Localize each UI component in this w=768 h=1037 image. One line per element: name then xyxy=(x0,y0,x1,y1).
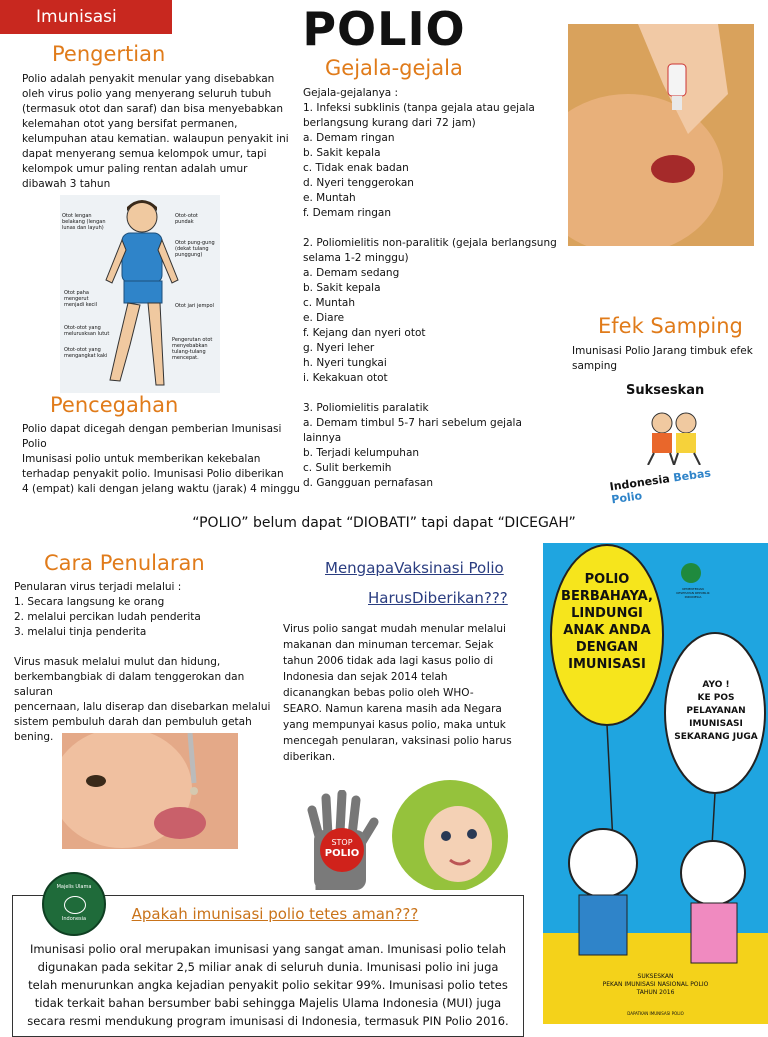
efek-text: Imunisasi Polio Jarang timbuk efek samping xyxy=(572,345,753,372)
polio-child-illustration: Otot lengan belakang (lengan lunas dan layuh) Otot-otot pundak Otot pung-gung (dekat tulang punggung) Otot paha mengerut menjadi kecil Otot jari jempol Otot-otot yang melurusksan lutut Otot-otot yang mengangkat kaki Pengerutan otot menyebabkan tulang-tulang mencepat. xyxy=(60,195,220,393)
mui-seal: Majelis Ulama Indonesia xyxy=(42,872,106,936)
mengapa-heading-2: HarusDiberikan??? xyxy=(368,589,508,607)
pin-polio-poster: POLIO BERBAHAYA, LINDUNGI ANAK ANDA DENGAN IMUNISASI AYO ! KE POS PELAYANAN IMUNISASI SEKARANG JUGA KEMENTERIAN KESEHATAN REPUBLIK INDONESIA SUKSESKAN PEKAN IMUNISASI NASIONAL POLIO TAHUN 2016 DAPATKAN IMUNISASI POLIO xyxy=(543,543,768,1024)
efek-heading: Efek Samping xyxy=(598,314,743,338)
pencegahan-text: Polio dapat dicegah dengan pemberian Imunisasi Polio Imunisasi polio untuk memberikan kekebalan terhadap penyakit polio. Imunisasi Polio diberikan 4 (empat) kali dengan jelang waktu (jarak) 4 minggu xyxy=(22,423,300,495)
baby-towel-photo xyxy=(388,778,509,890)
page-title: POLIO xyxy=(302,2,466,56)
pengertian-text: Polio adalah penyakit menular yang disebabkan oleh virus polio yang menyerang seluruh tubuh (termasuk otot dan saraf) dan bisa menyebabkan kelemahan otot yang bersifat permanen, kelumpuhan atau kematian. walaupun penyakit ini dapat menyerang semua kelompok umur, tapi kelompok umur paling rentan adalah umur dibawah 3 tahun xyxy=(22,73,289,190)
gejala-heading: Gejala-gejala xyxy=(325,56,463,80)
sukseskan-logo: Sukseskan Indonesia Bebas Polio xyxy=(608,383,712,507)
oral-vaccine-photo xyxy=(568,24,754,246)
penularan-list: Penularan virus terjadi melalui : 1. Secara langsung ke orang 2. melalui percikan ludah penderita 3. melalui tinja penderita Virus masuk melalui mulut dan hidung, berkembangbiak di dalam tenggerokan dan saluran pencernaan, lalu diserap dan disebarkan melalui sistem pembuluh darah dan pembuluh getah bening. xyxy=(14,581,271,743)
baby-drop-photo xyxy=(62,733,238,849)
stop-polio-hand: STOP POLIO xyxy=(290,790,390,890)
penularan-heading: Cara Penularan xyxy=(44,551,205,575)
mengapa-heading-1: MengapaVaksinasi Polio xyxy=(325,559,504,577)
aman-heading: Apakah imunisasi polio tetes aman??? xyxy=(131,905,419,923)
slogan: “POLIO” belum dapat “DIOBATI” tapi dapat “DICEGAH” xyxy=(192,515,576,531)
pengertian-heading: Pengertian xyxy=(52,42,166,66)
aman-text: Imunisasi polio oral merupakan imunisasi yang sangat aman. Imunisasi polio telah digunakan pada sekitar 2,5 miliar anak di seluruh dunia. Imunisasi polio ini juga telah menurunkan angka kejadian penyakit polio sekitar 99%. Imunisasi polio tetes tidak terkait bahan bersumber babi sehingga Majelis Ulama Indonesia (MUI) juga secara resmi mendukung program imunisasi di Indonesia, termasuk PIN Polio 2016. xyxy=(27,942,509,1028)
mengapa-text: Virus polio sangat mudah menular melalui makanan dan minuman tercemar. Sejak tahun 2006 tidak ada lagi kasus polio di Indonesia dan sejak 2014 telah dicanangkan bebas polio oleh WHO- SEARO. Namun karena masih ada Negara yang mempunyai kasus polio, maka untuk mencegah penularan, vaksinasi polio harus diberikan. xyxy=(283,623,512,763)
pencegahan-heading: Pencegahan xyxy=(50,393,179,417)
section-tag: Imunisasi xyxy=(0,0,172,34)
gejala-list: Gejala-gejalanya : 1. Infeksi subklinis (tanpa gejala atau gejala berlangsung kurang dari 72 jam) a. Demam ringan b. Sakit kepala c. Tidak enak badan d. Nyeri tenggerokan e. Muntah f. Demam ringan 2. Poliomielitis non-paralitik (gejala berlangsung selama 1-2 minggu) a. Demam sedang b. Sakit kepala c. Muntah e. Diare f. Kejang dan nyeri otot g. Nyeri leher h. Nyeri tungkai i. Kekakuan otot 3. Poliomielitis paralatik a. Demam timbul 5-7 hari sebelum gejala lainnya b. Terjadi kelumpuhan c. Sulit berkemih d. Gangguan pernafasan xyxy=(303,87,557,489)
